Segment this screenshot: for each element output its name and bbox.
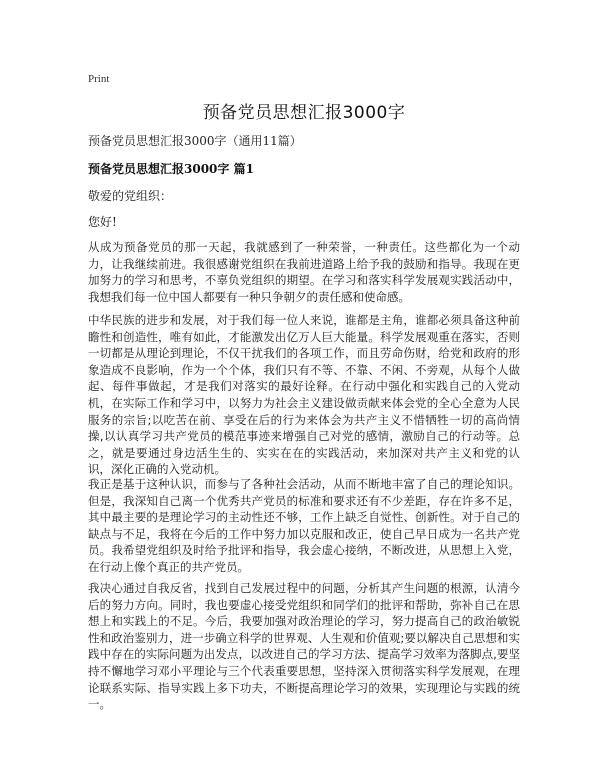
salutation: 敬爱的党组织： xyxy=(88,189,173,203)
document-title: 预备党员思想汇报3000字 xyxy=(202,103,406,123)
body-paragraph-1: 从成为预备党员的那一天起，我就感到了一种荣誉，一种责任。这些都化为一个动力，让我继续前进。我很感谢党组织在我前进道路上给予我的鼓励和指导。我现在更加努力的学习和思考，不辜负党组织的期望。在学习和落实科学发展观实践活动中，我想我们每一位中国人都要有一种只争朝夕的责任感和使命感。 xyxy=(88,240,520,304)
section-heading: 预备党员思想汇报3000字 篇1 xyxy=(88,162,254,176)
greeting: 您好! xyxy=(88,215,117,229)
body-paragraph-4: 我决心通过自我反省，找到自己发展过程中的问题，分析其产生问题的根源，认清今后的努力方向。同时，我也要虚心接受党组织和同学们的批评和帮助，弥补自己在思想上和实践上的不足。今后，我要加强对政治理论的学习，努力提高自己的政治敏锐性和政治鉴别力，进一步确立科学的世界观、人生观和价值观;要以解决自己思想和实践中存在的实际问题为出发点，以改进自己的学习方法、提高学习效率为落脚点,要坚持不懈地学习邓小平理论与三个代表重要思想，坚持深入贯彻落实科学发展观，在理论联系实际、指导实践上多下功夫，不断提高理论学习的效果，实现理论与实践的统一。 xyxy=(88,581,520,712)
print-label[interactable]: Print xyxy=(88,73,110,85)
body-paragraph-2: 中华民族的进步和发展，对于我们每一位人来说，谁都是主角，谁都必须具备这种前瞻性和创造性，唯有如此，才能激发出亿万人巨大能量。科学发展观重在落实，否则一切都是从理论到理论，不仅干扰我们的各项工作，而且劳命伤财，给党和政府的形象造成不良影响，作为一个个体，我们只有不等、不靠、不闲、不旁观，从每个人做起、每件事做起，才是我们对落实的最好诠释。在行动中强化和实践自己的入党动机，在实际工作和学习中，以努力为社会主义建设做贡献来体会党的全心全意为人民服务的宗旨;以吃苦在前、享受在后的行为来体会为共产主义不惜牺牲一切的高尚情操,以认真学习共产党员的模范事迹来增强自己对党的感情，激励自己的行动等。总之，就是要通过身边活生生的、实实在在的实践活动，来加深对共产主义和党的认识，深化正确的入党动机。 xyxy=(88,313,520,477)
body-paragraph-3: 我正是基于这种认识，而参与了各种社会活动，从而不断地丰富了自己的理论知识。但是，我深知自己离一个优秀共产党员的标准和要求还有不少差距，存在许多不足，其中最主要的是理论学习的主动性还不够，工作上缺乏自觉性、创新性。对于自己的缺点与不足，我将在今后的工作中努力加以克服和改正，使自己早日成为一名共产党员。我希望党组织及时给予批评和指导，我会虚心接纳，不断改进，从思想上入党，在行动上像个真正的共产党员。 xyxy=(88,477,520,574)
document-subtitle: 预备党员思想汇报3000字（通用11篇） xyxy=(88,134,302,148)
